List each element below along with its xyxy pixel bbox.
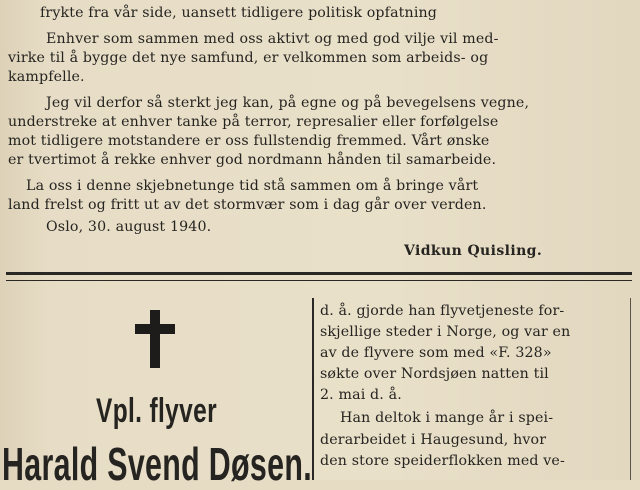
article-signature: Vidkun Quisling. bbox=[404, 243, 543, 259]
column-divider bbox=[312, 298, 314, 480]
obituary-line: 2. mai d. å. bbox=[320, 387, 402, 403]
article-line: frykte fra vår side, uansett tidligere politisk opfatning bbox=[40, 5, 438, 21]
article-dateline: Oslo, 30. august 1940. bbox=[46, 219, 212, 235]
obituary-name: Harald Svend Døsen. bbox=[2, 438, 312, 490]
article-line: understreke at enhver tanke på terror, represalier eller forfølgelse bbox=[8, 114, 499, 130]
section-rule-thin bbox=[6, 280, 632, 281]
obituary-line: søkte over Nordsjøen natten til bbox=[320, 366, 549, 382]
obituary-title: Vpl. flyver bbox=[96, 392, 217, 430]
article-line: Jeg vil derfor så sterkt jeg kan, på egne og på bevegelsens vegne, bbox=[46, 95, 530, 111]
obituary-line: d. å. gjorde han flyvetjeneste for- bbox=[320, 303, 565, 319]
column-edge bbox=[630, 298, 631, 480]
article-line: land frelst og fritt ut av det stormvær som i dag går over verden. bbox=[8, 197, 487, 213]
article-line: La oss i denne skjebnetunge tid stå sammen om å bringe vårt bbox=[26, 178, 479, 194]
article-line: Enhver som sammen med oss aktivt og med god vilje vil med- bbox=[46, 31, 499, 47]
article-line: mot tidligere motstandere er oss fullstendig fremmed. Vårt ønske bbox=[8, 133, 490, 149]
obituary-line: av de flyvere som med «F. 328» bbox=[320, 345, 552, 361]
obituary-line: Han deltok i mange år i spei- bbox=[340, 410, 554, 426]
cross-icon bbox=[135, 310, 175, 368]
article-line: virke til å bygge det nye samfund, er velkommen som arbeids- og bbox=[8, 50, 489, 66]
article-line: er tvertimot å rekke enhver god nordmann hånden til samarbeide. bbox=[8, 152, 497, 168]
article-line: kampfelle. bbox=[8, 69, 85, 85]
obituary-line: den store speiderflokken med ve- bbox=[320, 453, 565, 469]
obituary-line: derarbeidet i Haugesund, hvor bbox=[320, 432, 547, 448]
section-rule-thick bbox=[6, 272, 632, 275]
obituary-line: skjellige steder i Norge, og var en bbox=[320, 324, 571, 340]
